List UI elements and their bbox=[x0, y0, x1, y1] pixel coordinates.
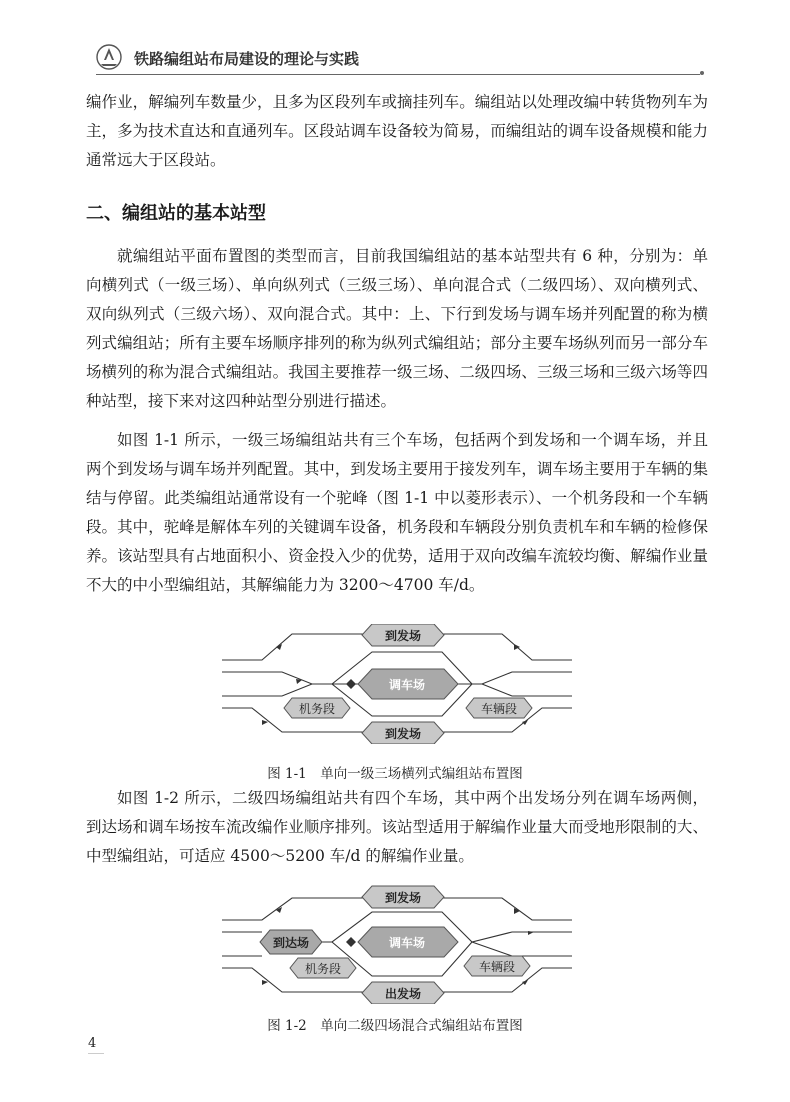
page-footer-mark bbox=[88, 1053, 104, 1060]
figure-1-1-diagram bbox=[222, 624, 572, 744]
page-number: 4 bbox=[88, 1036, 97, 1051]
top-yard-label: 到发场 bbox=[384, 891, 422, 905]
car-depot-label: 车辆段 bbox=[478, 960, 516, 974]
figure-1-2-caption: 图 1-2 单向二级四场混合式编组站布置图 bbox=[267, 1018, 523, 1034]
section-heading: 二、编组站的基本站型 bbox=[86, 203, 266, 224]
middle-yard-label: 调车场 bbox=[388, 936, 426, 950]
hump-diamond-icon bbox=[346, 937, 356, 947]
running-header bbox=[96, 40, 706, 76]
track-main-lower-left bbox=[222, 684, 312, 696]
header-rule-dot bbox=[700, 71, 704, 75]
direction-arrow-icon bbox=[522, 980, 528, 985]
paragraph-figure-1-1: 如图 1-1 所示，一级三场编组站共有三个车场，包括两个到发场和一个调车场，并且两个到发场与调车场并列配置。其中，到发场主要用于接发列车，调车场主要用于车辆的集结与停留。此类编组站通常设有一个驼峰（图 1-1 中以菱形表示）、一个机务段和一个车辆段。其中，驼峰是解体车列的关键调车设备，机务段和车辆段分别负责机车和车辆的检修保养。该站型具有占地面积小、资金投入少的优势，适用于双向改编车流较均衡、解编作业量不大的中小型编组站，其解编能力为 3200～4700 车/d。 bbox=[86, 431, 708, 594]
track-exit-lower bbox=[472, 942, 572, 956]
bottom-yard-label: 到发场 bbox=[384, 727, 422, 741]
middle-yard-label: 调车场 bbox=[388, 678, 426, 692]
book-title: 铁路编组站布局建设的理论与实践 bbox=[134, 50, 360, 68]
arrival-yard-label: 到达场 bbox=[272, 936, 310, 950]
header-rule bbox=[96, 74, 700, 75]
bottom-yard-label: 出发场 bbox=[384, 987, 422, 1001]
track-main-lower-right bbox=[482, 684, 572, 696]
railway-logo-icon bbox=[96, 44, 122, 70]
direction-arrow-icon bbox=[522, 720, 528, 725]
paragraph-figure-1-2: 如图 1-2 所示，二级四场编组站共有四个车场，其中两个出发场分列在调车场两侧，到达场和调车场按车流改编作业顺序排列。该站型适用于解编作业量大而受地形限制的大、中型编组站，可适应 4500～5200 车/d 的解编作业量。 bbox=[86, 789, 708, 865]
paragraph-station-types: 就编组站平面布置图的类型而言，目前我国编组站的基本站型共有 6 种，分别为：单向横列式（一级三场）、单向纵列式（三级三场）、单向混合式（二级四场）、双向横列式、双向纵列式（三级六场）、双向混合式。其中：上、下行到发场与调车场并列配置的称为横列式编组站；所有主要车场顺序排列的称为纵列式编组站；部分主要车场纵列而另一部分车场横列的称为混合式编组站。我国主要推荐一级三场、二级四场、三级三场和三级六场等四种站型，接下来对这四种站型分别进行描述。 bbox=[86, 247, 708, 410]
locomotive-depot-label: 机务段 bbox=[298, 702, 336, 716]
hump-diamond-icon bbox=[346, 679, 356, 689]
locomotive-depot-label: 机务段 bbox=[304, 962, 342, 976]
figure-1-2-diagram bbox=[222, 884, 572, 1004]
car-depot-label: 车辆段 bbox=[480, 702, 518, 716]
paragraph-continuation: 编作业，解编列车数量少，且多为区段列车或摘挂列车。编组站以处理改编中转货物列车为主，多为技术直达和直通列车。区段站调车设备较为简易，而编组站的调车设备规模和能力通常远大于区段站。 bbox=[86, 93, 708, 169]
figure-1-1-caption: 图 1-1 单向一级三场横列式编组站布置图 bbox=[267, 766, 523, 782]
top-yard-label: 到发场 bbox=[384, 629, 422, 643]
